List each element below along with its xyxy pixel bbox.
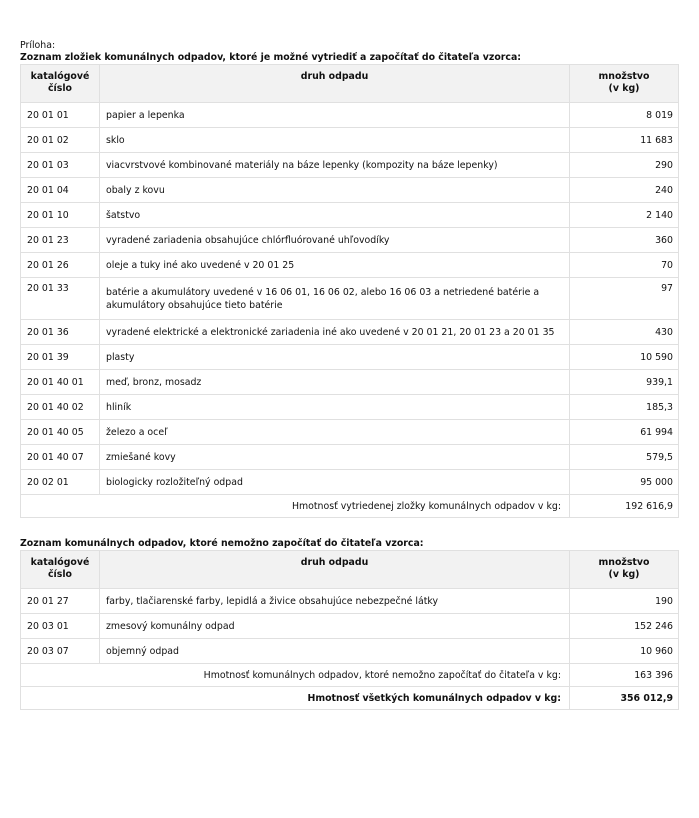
waste-code: 20 01 10 — [21, 203, 100, 228]
waste-kind: vyradené elektrické a elektronické zariadenia iné ako uvedené v 20 01 21, 20 01 23 a 20 01 35 — [100, 320, 570, 345]
waste-kind: farby, tlačiarenské farby, lepidlá a živice obsahujúce nebezpečné látky — [100, 589, 570, 614]
sorted-sum-value: 192 616,9 — [570, 495, 679, 518]
sorted-waste-table — [20, 64, 679, 518]
waste-kind: šatstvo — [100, 203, 570, 228]
waste-quantity: 939,1 — [570, 370, 679, 395]
waste-kind: oleje a tuky iné ako uvedené v 20 01 25 — [100, 253, 570, 278]
waste-code: 20 01 39 — [21, 345, 100, 370]
col-code-header: katalógové číslo — [21, 551, 100, 589]
waste-quantity: 430 — [570, 320, 679, 345]
waste-kind: viacvrstvové kombinované materiály na báze lepenky (kompozity na báze lepenky) — [100, 153, 570, 178]
waste-code: 20 01 27 — [21, 589, 100, 614]
waste-quantity: 11 683 — [570, 128, 679, 153]
waste-code: 20 01 01 — [21, 103, 100, 128]
waste-quantity: 8 019 — [570, 103, 679, 128]
waste-code: 20 01 36 — [21, 320, 100, 345]
waste-quantity: 579,5 — [570, 445, 679, 470]
waste-quantity: 95 000 — [570, 470, 679, 495]
col-qty-header: množstvo (v kg) — [570, 65, 679, 103]
total-value: 356 012,9 — [570, 687, 679, 710]
waste-quantity: 190 — [570, 589, 679, 614]
table-row — [21, 320, 679, 345]
waste-kind: železo a oceľ — [100, 420, 570, 445]
table-row — [21, 178, 679, 203]
sorted-sum-row — [21, 495, 679, 518]
waste-code: 20 01 40 07 — [21, 445, 100, 470]
waste-code: 20 01 02 — [21, 128, 100, 153]
col-kind-header: druh odpadu — [100, 551, 570, 589]
unsorted-waste-title: Zoznam komunálnych odpadov, ktoré nemožno započítať do čitateľa vzorca: — [20, 538, 424, 549]
unsorted-sum-row — [21, 664, 679, 687]
sorted-waste-title: Zoznam zložiek komunálnych odpadov, ktoré je možné vytriediť a započítať do čitateľa vzorca: — [20, 52, 522, 63]
unsorted-waste-table — [20, 550, 679, 710]
col-kind-header: druh odpadu — [100, 65, 570, 103]
table-row — [21, 470, 679, 495]
waste-code: 20 01 23 — [21, 228, 100, 253]
table-row — [21, 228, 679, 253]
waste-kind: papier a lepenka — [100, 103, 570, 128]
table-row — [21, 420, 679, 445]
waste-code: 20 01 04 — [21, 178, 100, 203]
table-row — [21, 370, 679, 395]
table-row — [21, 153, 679, 178]
waste-quantity: 97 — [570, 278, 679, 320]
table-row — [21, 103, 679, 128]
table-row — [21, 278, 679, 320]
waste-quantity: 290 — [570, 153, 679, 178]
waste-code: 20 01 40 05 — [21, 420, 100, 445]
table-row — [21, 614, 679, 639]
waste-quantity: 61 994 — [570, 420, 679, 445]
annex-label: Príloha: — [20, 40, 56, 51]
waste-kind: batérie a akumulátory uvedené v 16 06 01, 16 06 02, alebo 16 06 03 a netriedené batérie a akumulátory obsahujúce tieto batérie — [100, 278, 570, 320]
waste-kind: sklo — [100, 128, 570, 153]
col-code-header: katalógové číslo — [21, 65, 100, 103]
table-row — [21, 345, 679, 370]
total-label: Hmotnosť všetkých komunálnych odpadov v kg: — [21, 687, 570, 710]
waste-quantity: 152 246 — [570, 614, 679, 639]
sorted-waste-rows — [21, 103, 679, 495]
table-row — [21, 253, 679, 278]
waste-kind: objemný odpad — [100, 639, 570, 664]
table-row — [21, 589, 679, 614]
waste-kind: meď, bronz, mosadz — [100, 370, 570, 395]
table-row — [21, 128, 679, 153]
table-row — [21, 395, 679, 420]
waste-code: 20 01 03 — [21, 153, 100, 178]
waste-quantity: 10 590 — [570, 345, 679, 370]
waste-quantity: 2 140 — [570, 203, 679, 228]
waste-quantity: 70 — [570, 253, 679, 278]
waste-code: 20 03 01 — [21, 614, 100, 639]
table-header-row — [21, 65, 679, 103]
waste-kind: zmiešané kovy — [100, 445, 570, 470]
waste-code: 20 01 40 01 — [21, 370, 100, 395]
unsorted-waste-rows — [21, 589, 679, 664]
waste-quantity: 185,3 — [570, 395, 679, 420]
unsorted-sum-label: Hmotnosť komunálnych odpadov, ktoré nemožno započítať do čitateľa v kg: — [21, 664, 570, 687]
annex-page — [20, 40, 679, 710]
waste-kind: hliník — [100, 395, 570, 420]
col-qty-header: množstvo (v kg) — [570, 551, 679, 589]
table-row — [21, 203, 679, 228]
waste-kind: plasty — [100, 345, 570, 370]
waste-kind: obaly z kovu — [100, 178, 570, 203]
table-row — [21, 445, 679, 470]
waste-code: 20 01 33 — [21, 278, 100, 320]
waste-code: 20 01 26 — [21, 253, 100, 278]
unsorted-sum-value: 163 396 — [570, 664, 679, 687]
sorted-sum-label: Hmotnosť vytriedenej zložky komunálnych odpadov v kg: — [21, 495, 570, 518]
waste-quantity: 10 960 — [570, 639, 679, 664]
table-header-row — [21, 551, 679, 589]
waste-kind: zmesový komunálny odpad — [100, 614, 570, 639]
waste-quantity: 360 — [570, 228, 679, 253]
waste-code: 20 02 01 — [21, 470, 100, 495]
total-row — [21, 687, 679, 710]
waste-kind: vyradené zariadenia obsahujúce chlórfluórované uhľovodíky — [100, 228, 570, 253]
waste-code: 20 01 40 02 — [21, 395, 100, 420]
waste-kind: biologicky rozložiteľný odpad — [100, 470, 570, 495]
waste-code: 20 03 07 — [21, 639, 100, 664]
waste-quantity: 240 — [570, 178, 679, 203]
table-row — [21, 639, 679, 664]
